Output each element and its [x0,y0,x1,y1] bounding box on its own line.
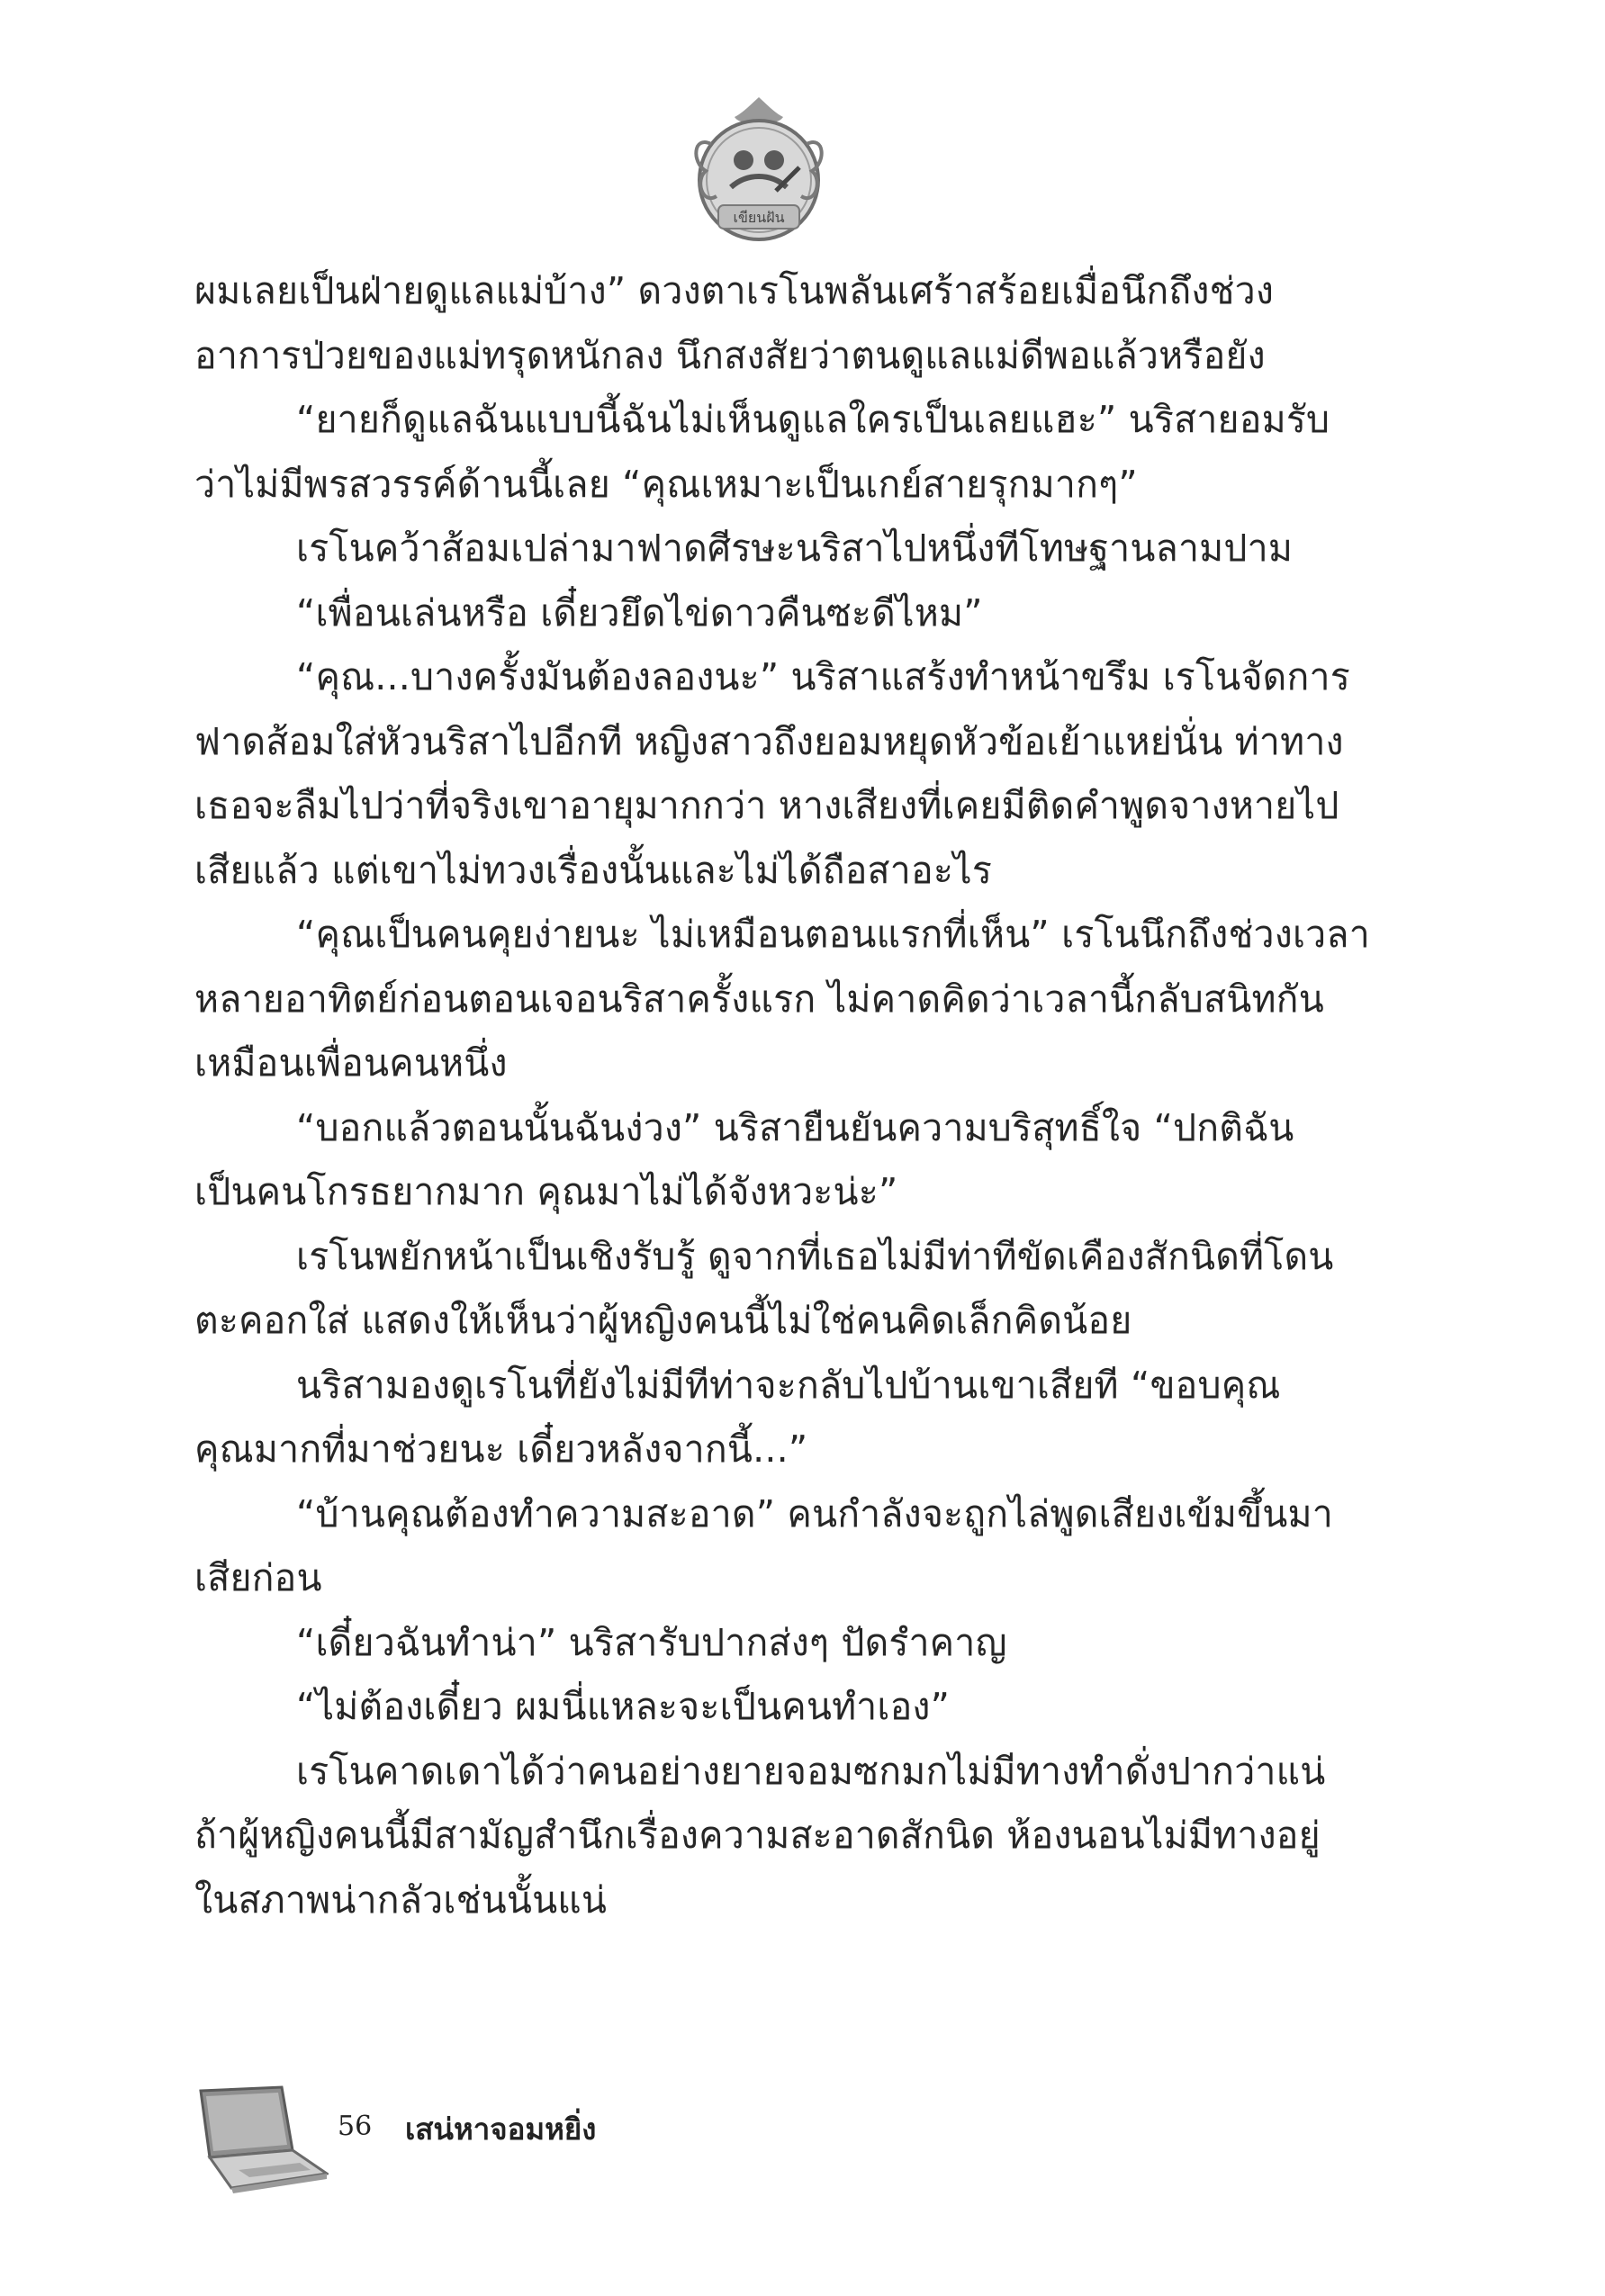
text-line: “คุณเป็นคนคุยง่ายนะ ไม่เหมือนตอนแรกที่เห็น” เรโนนึกถึงช่วงเวลา [296,913,1370,956]
text-line: ตะคอกใส่ แสดงให้เห็นว่าผู้หญิงคนนี้ไม่ใช่คนคิดเล็กคิดน้อย [194,1299,1132,1342]
paragraph [194,1740,1338,1933]
text-line: เหมือนเพื่อนคนหนึ่ง [194,1041,508,1085]
text-line: ว่าไม่มีพรสวรรค์ด้านนี้เลย “คุณเหมาะเป็นเกย์สายรุกมากๆ” [194,462,1138,506]
page-footer [185,2084,725,2210]
text-line: “เดี๋ยวฉันทำน่า” นริสารับปากส่งๆ ปัดรำคาญ [296,1620,1007,1664]
text-line: อาการป่วยของแม่ทรุดหนักลง นึกสงสัยว่าตนดูแลแม่ดีพอแล้วหรือยัง [194,333,1266,377]
paragraph [194,259,1338,388]
text-line: เรโนคว้าส้อมเปล่ามาฟาดศีรษะนริสาไปหนึ่งทีโทษฐานลามปาม [296,527,1294,570]
paragraph [194,1225,1338,1354]
text-line: ถ้าผู้หญิงคนนี้มีสามัญสำนึกเรื่องความสะอาดสักนิด ห้องนอนไม่มีทางอยู่ [194,1814,1321,1857]
paragraph [194,1482,1338,1611]
page-number: 56 [338,2111,373,2142]
paragraph [194,1096,1338,1225]
body-text [194,259,1370,1932]
paragraph [194,1354,1338,1482]
text-line: “ยายก็ดูแลฉันแบบนี้ฉันไม่เห็นดูแลใครเป็นเลยแฮะ” นริสายอมรับ [296,398,1330,441]
paragraph [194,581,1338,646]
text-line: หลายอาทิตย์ก่อนตอนเจอนริสาครั้งแรก ไม่คาดคิดว่าเวลานี้กลับสนิทกัน [194,977,1324,1021]
laptop-icon [185,2084,329,2201]
text-line: “คุณ...บางครั้งมันต้องลองนะ” นริสาแสร้งทำหน้าขรึม เรโนจัดการ [296,655,1350,698]
paragraph [194,1611,1338,1676]
text-line: “เพื่อนเล่นหรือ เดี๋ยวยึดไข่ดาวคืนซะดีไหม” [296,590,983,635]
ornament-emblem-icon [675,90,843,252]
text-line: ฟาดส้อมใส่หัวนริสาไปอีกที หญิงสาวถึงยอมหยุดหัวข้อเย้าแหย่นั่น ท่าทาง [194,719,1344,763]
text-line: “บอกแล้วตอนนั้นฉันง่วง” นริสายืนยันความบริสุทธิ์ใจ “ปกติฉัน [296,1105,1294,1149]
text-line: ในสภาพน่ากลัวเช่นนั้นแน่ [194,1877,608,1922]
text-line: “ไม่ต้องเดี๋ยว ผมนี่แหละจะเป็นคนทำเอง” [296,1685,951,1728]
text-line: เสียแล้ว แต่เขาไม่ทวงเรื่องนั้นและไม่ได้ถือสาอะไร [194,848,993,892]
text-line: เรโนคาดเดาได้ว่าคนอย่างยายจอมซกมกไม่มีทางทำดั่งปากว่าแน่ [296,1749,1326,1793]
text-line: คุณมากที่มาช่วยนะ เดี๋ยวหลังจากนี้...” [194,1427,808,1471]
text-line: “บ้านคุณต้องทำความสะอาด” คนกำลังจะถูกไล่พูดเสียงเข้มขึ้นมา [296,1491,1333,1535]
text-line: เรโนพยักหน้าเป็นเชิงรับรู้ ดูจากที่เธอไม่มีท่าทีขัดเคืองสักนิดที่โดน [296,1234,1334,1278]
paragraph [194,517,1338,581]
book-title: เสน่หาจอมหยิ่ง [405,2111,597,2147]
emblem-text: เขียนฝัน [733,209,785,226]
text-line: เสียก่อน [194,1556,322,1599]
paragraph [194,1675,1338,1740]
paragraph [194,645,1350,903]
text-line: ผมเลยเป็นฝ่ายดูแลแม่บ้าง” ดวงตาเรโนพลันเศร้าสร้อยเมื่อนึกถึงช่วง [194,269,1275,312]
paragraph [194,388,1338,517]
text-line: เป็นคนโกรธยากมาก คุณมาไม่ได้จังหวะน่ะ” [194,1170,898,1213]
paragraph [194,903,1370,1096]
text-line: นริสามองดูเรโนที่ยังไม่มีทีท่าจะกลับไปบ้านเขาเสียที “ขอบคุณ [296,1363,1281,1407]
text-line: เธอจะลืมไปว่าที่จริงเขาอายุมากกว่า หางเสียงที่เคยมีติดคำพูดจางหายไป [194,784,1339,827]
